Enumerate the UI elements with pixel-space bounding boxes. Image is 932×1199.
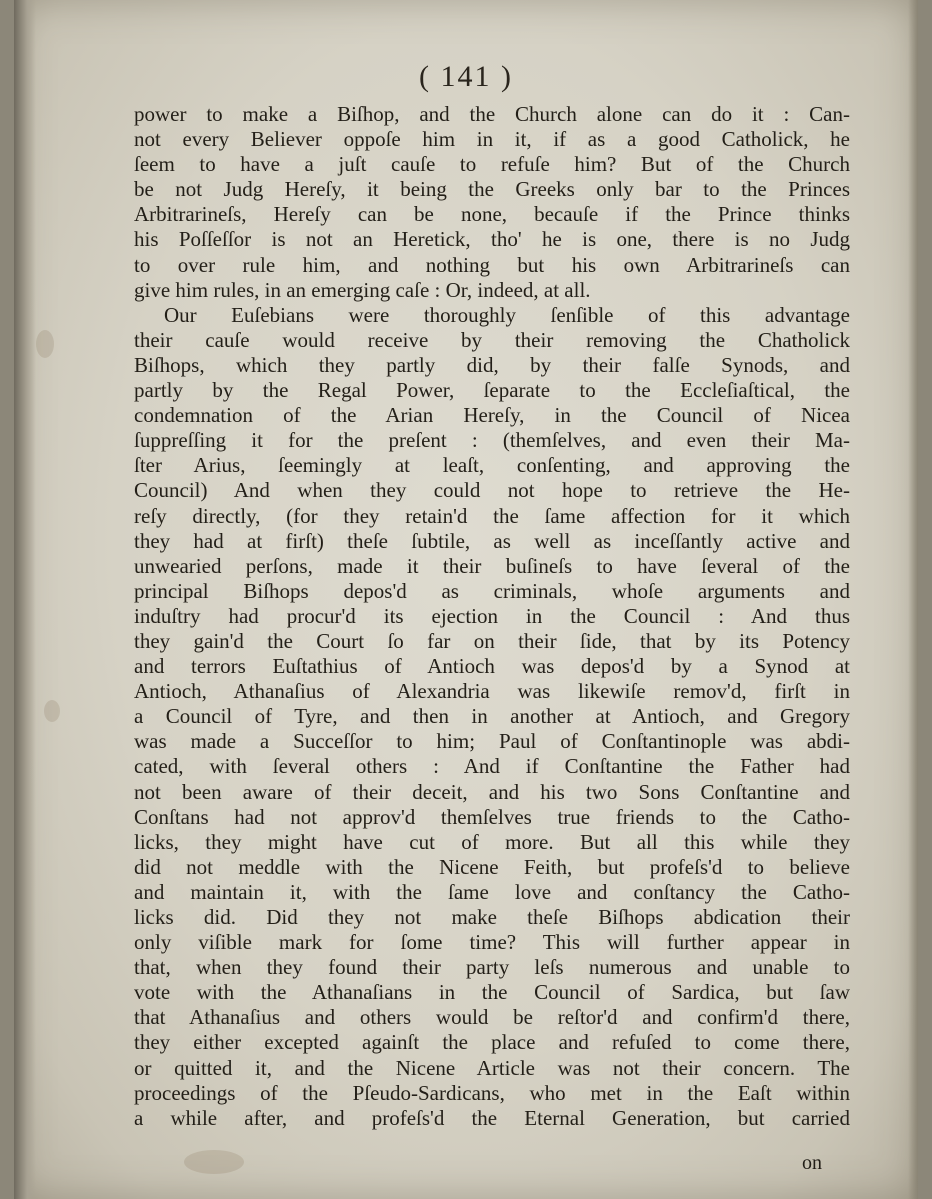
text-line: his Poſſeſſor is not an Heretick, tho' he is one, there is no Judg bbox=[134, 227, 850, 252]
text-line: proceedings of the Pſeudo-Sardicans, who met in the Eaſt within bbox=[134, 1080, 850, 1105]
text-line: Antioch, Athanaſius of Alexandria was likewiſe remov'd, firſt in bbox=[134, 679, 850, 704]
text-line: and maintain it, with the ſame love and conſtancy the Catho- bbox=[134, 879, 850, 904]
text-line: they gain'd the Court ſo far on their ſide, that by its Potency bbox=[134, 628, 850, 653]
text-line: to over rule him, and nothing but his own Arbitrarineſs can bbox=[134, 252, 850, 277]
text-line: principal Biſhops depos'd as criminals, whoſe arguments and bbox=[134, 578, 850, 603]
body-text bbox=[134, 102, 850, 1131]
text-line: ſter Arius, ſeemingly at leaſt, conſenting, and approving the bbox=[134, 453, 850, 478]
text-line: was made a Succeſſor to him; Paul of Conſtantinople was abdi- bbox=[134, 729, 850, 754]
text-line: they either excepted againſt the place and refuſed to come there, bbox=[134, 1030, 850, 1055]
text-line: cated, with ſeveral others : And if Conſtantine the Father had bbox=[134, 754, 850, 779]
text-line: unwearied perſons, made it their buſineſs to have ſeveral of the bbox=[134, 553, 850, 578]
text-line: only viſible mark for ſome time? This will further appear in bbox=[134, 930, 850, 955]
text-line: reſy directly, (for they retain'd the ſame affection for it which bbox=[134, 503, 850, 528]
text-line: ſuppreſſing it for the preſent : (themſelves, and even their Ma- bbox=[134, 428, 850, 453]
paper-stain bbox=[44, 700, 60, 722]
text-line: and terrors Euſtathius of Antioch was depos'd by a Synod at bbox=[134, 654, 850, 679]
page-gutter-shadow bbox=[14, 0, 36, 1199]
book-page bbox=[14, 0, 918, 1199]
text-line: a while after, and profeſs'd the Eternal Generation, but carried bbox=[134, 1105, 850, 1130]
text-line: their cauſe would receive by their removing the Chatholick bbox=[134, 327, 850, 352]
text-line: ſeem to have a juſt cauſe to refuſe him? But of the Church bbox=[134, 152, 850, 177]
text-line: not every Believer oppoſe him in it, if as a good Catholick, he bbox=[134, 127, 850, 152]
paper-stain bbox=[184, 1150, 244, 1174]
text-line: licks did. Did they not make theſe Biſhops abdication their bbox=[134, 905, 850, 929]
text-line: that Athanaſius and others would be reſtor'd and confirm'd there, bbox=[134, 1005, 850, 1030]
text-line: vote with the Athanaſians in the Council of Sardica, but ſaw bbox=[134, 980, 850, 1005]
text-line: be not Judg Hereſy, it being the Greeks only bar to the Princes bbox=[134, 177, 850, 202]
catchword: on bbox=[802, 1152, 822, 1174]
paper-stain bbox=[36, 330, 54, 358]
text-line: partly by the Regal Power, ſeparate to the Eccleſiaſtical, the bbox=[134, 378, 850, 403]
text-line: Biſhops, which they partly did, by their falſe Synods, and bbox=[134, 352, 850, 377]
text-line: power to make a Biſhop, and the Church alone can do it : Can- bbox=[134, 102, 850, 126]
text-line: did not meddle with the Nicene Feith, but profeſs'd to believe bbox=[134, 854, 850, 879]
text-line: that, when they found their party leſs numerous and unable to bbox=[134, 955, 850, 980]
page-number: ( 141 ) bbox=[419, 60, 513, 93]
text-line: Our Euſebians were thoroughly ſenſible of this advantage bbox=[164, 302, 850, 327]
text-line: not been aware of their deceit, and his two Sons Conſtantine and bbox=[134, 779, 850, 804]
text-line: they had at firſt) theſe ſubtile, as well as inceſſantly active and bbox=[134, 528, 850, 553]
text-line: Council) And when they could not hope to retrieve the He- bbox=[134, 478, 850, 503]
text-line: condemnation of the Arian Hereſy, in the Council of Nicea bbox=[134, 403, 850, 428]
text-line: Conſtans had not approv'd themſelves true friends to the Catho- bbox=[134, 804, 850, 829]
text-line: licks, they might have cut of more. But all this while they bbox=[134, 829, 850, 854]
page-edge-shadow bbox=[908, 0, 918, 1199]
text-line: give him rules, in an emerging caſe : Or, indeed, at all. bbox=[134, 277, 591, 302]
text-line: induſtry had procur'd its ejection in the Council : And thus bbox=[134, 603, 850, 628]
text-line: a Council of Tyre, and then in another at Antioch, and Gregory bbox=[134, 704, 850, 729]
text-line: Arbitrarineſs, Hereſy can be none, becauſe if the Prince thinks bbox=[134, 202, 850, 227]
text-line: or quitted it, and the Nicene Article was not their concern. The bbox=[134, 1055, 850, 1080]
